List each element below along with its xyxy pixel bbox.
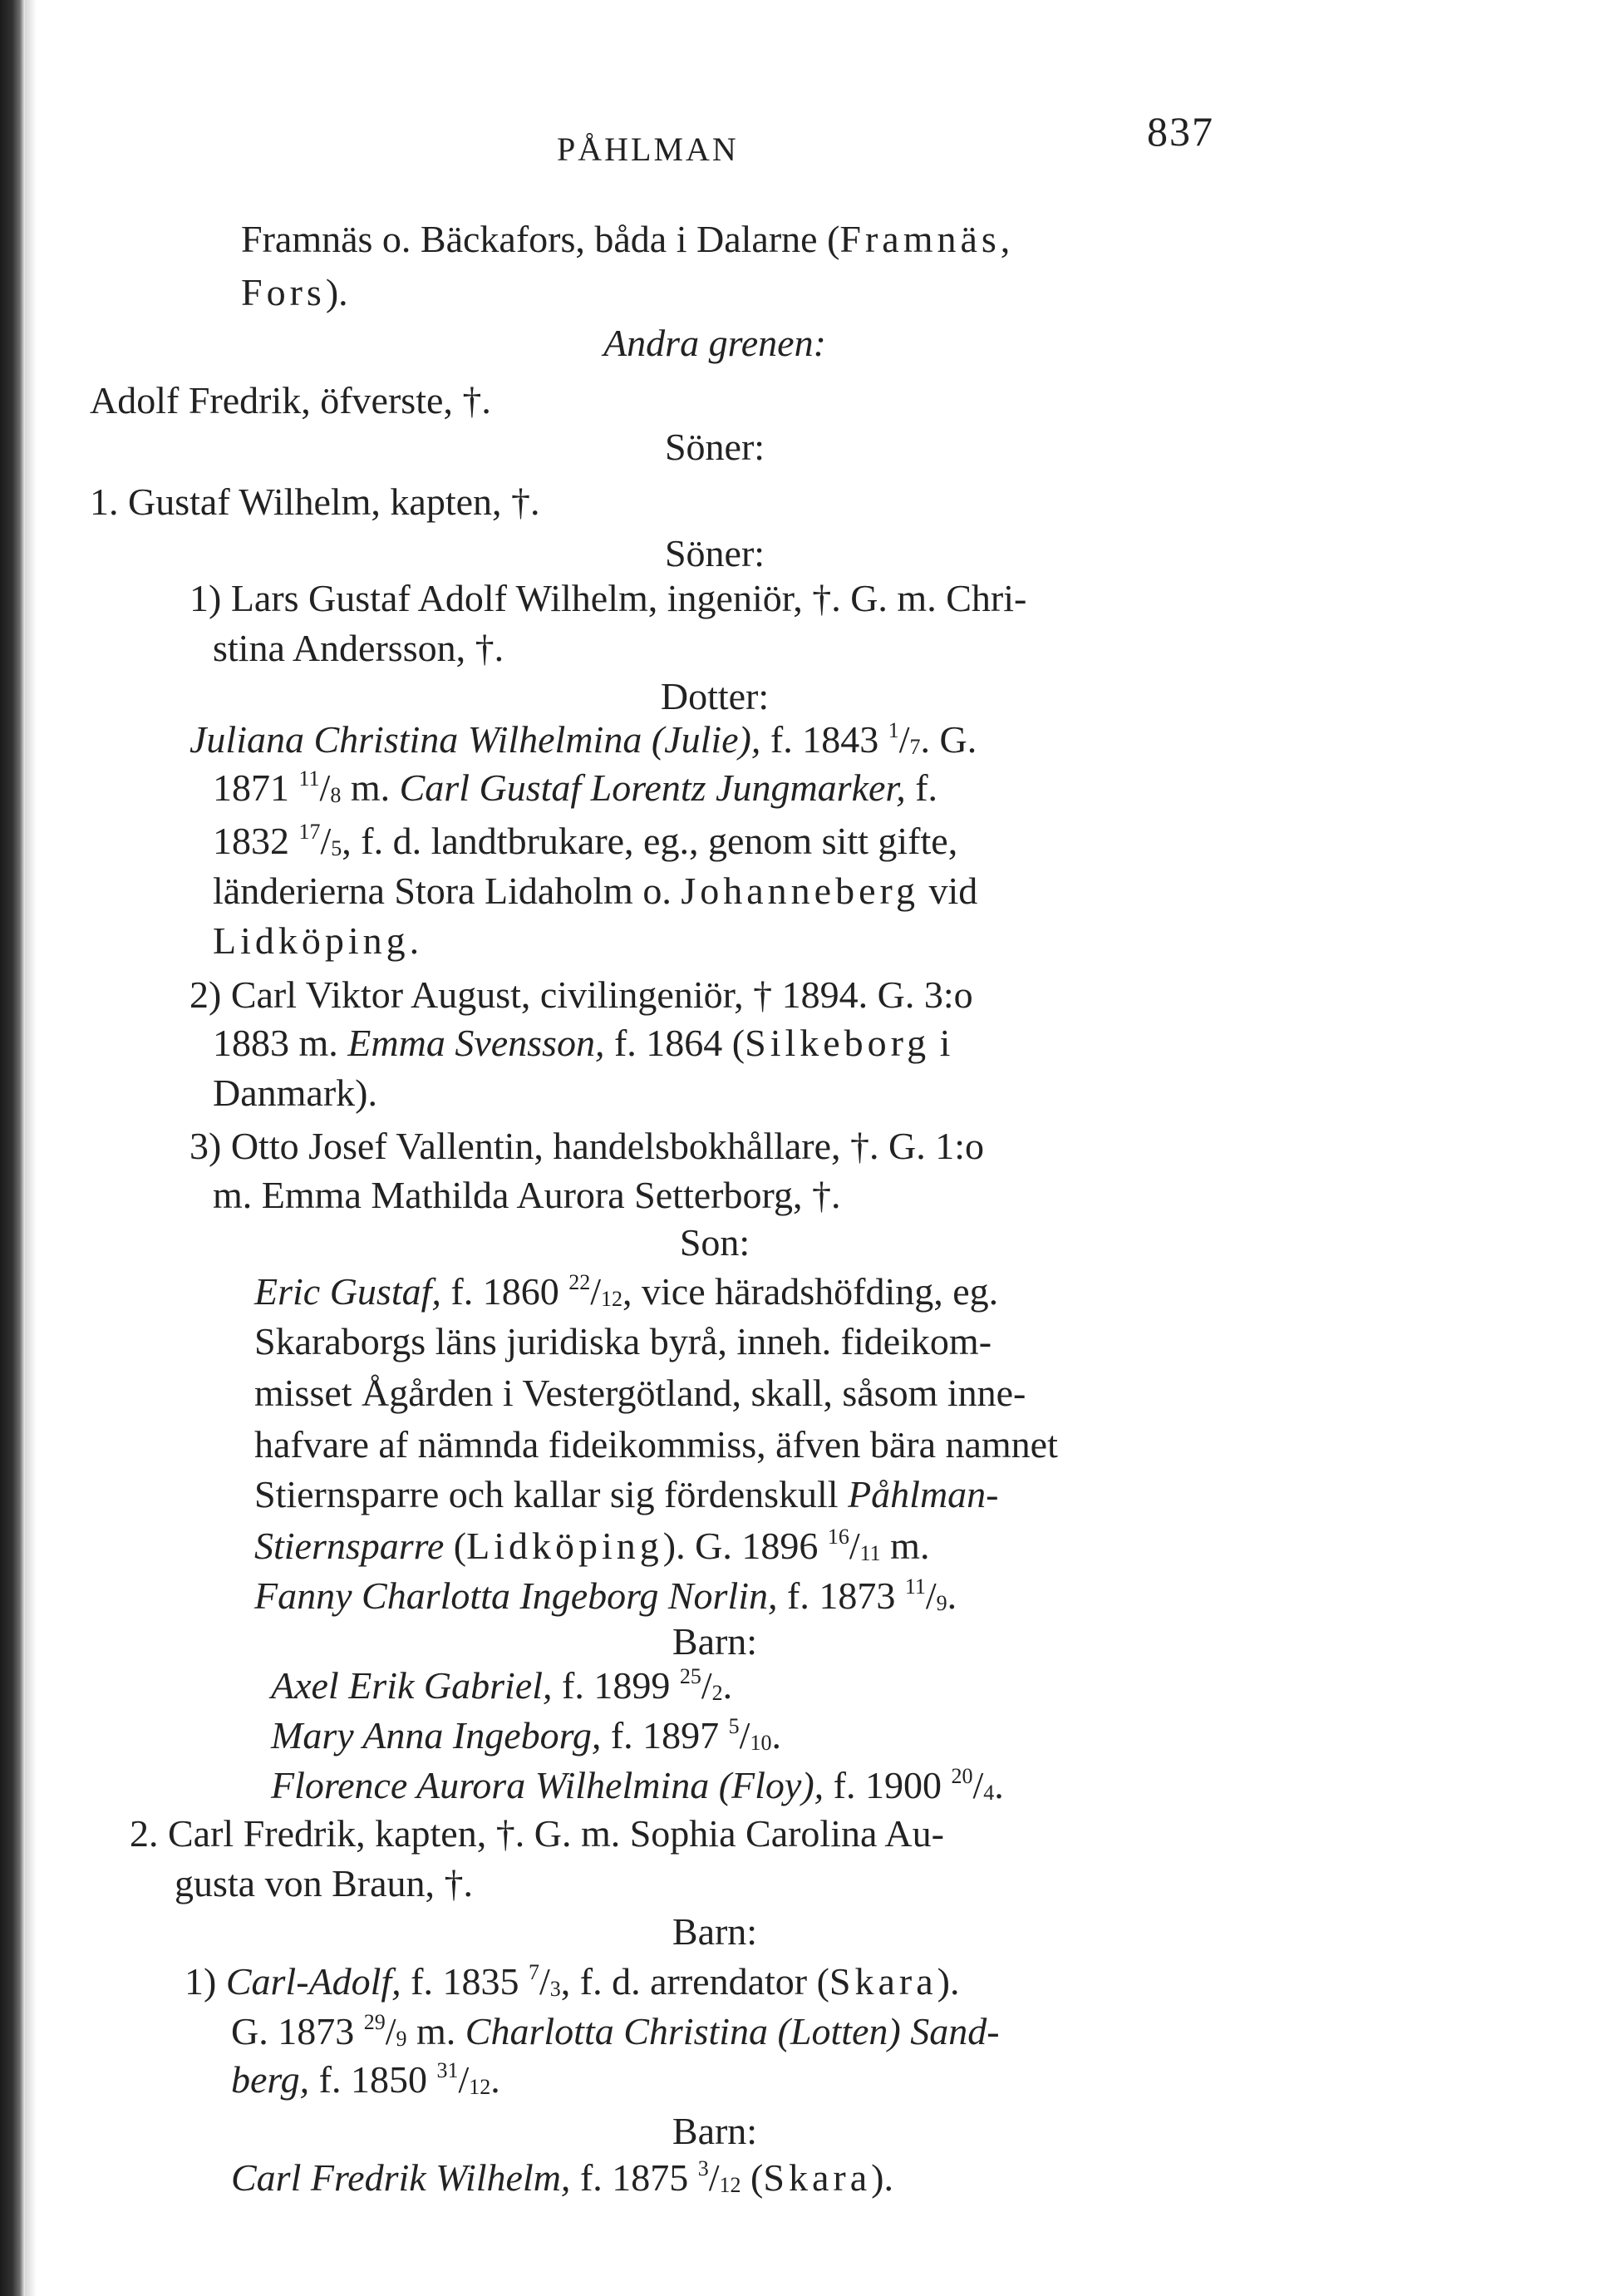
- text-line: [254, 1521, 929, 1571]
- text-run: Lidköping: [466, 1525, 663, 1567]
- text-line: [0, 1617, 1230, 1667]
- text-run: .: [409, 919, 420, 962]
- text-run: 10: [750, 1731, 772, 1755]
- text-run: Eric Gustaf,: [254, 1270, 441, 1313]
- text-run: ).: [325, 271, 348, 313]
- text-run: Carl Gustaf Lorentz Jungmarker,: [399, 766, 906, 809]
- text-run: Carl Fredrik Wilhelm,: [231, 2156, 571, 2199]
- text-run: 5: [728, 1714, 740, 1738]
- text-run: , vice häradshöfding, eg.: [622, 1270, 999, 1313]
- text-run: 9: [936, 1591, 947, 1615]
- text-run: f.: [905, 766, 938, 809]
- text-run: 11: [859, 1541, 881, 1565]
- text-line: [271, 1761, 1004, 1811]
- text-run: Barn:: [672, 2110, 758, 2152]
- text-run: 5: [331, 836, 342, 860]
- text-run: Barn:: [672, 1620, 758, 1663]
- text-run: /: [898, 718, 910, 761]
- text-line: [185, 1957, 959, 2007]
- text-run: /: [701, 1664, 712, 1707]
- text-line: [0, 318, 1230, 368]
- text-run: f. 1897: [601, 1714, 729, 1756]
- text-line: [254, 1420, 1058, 1470]
- text-run: Carl-Adolf,: [225, 1960, 401, 2003]
- text-run: Axel Erik Gabriel,: [271, 1664, 553, 1707]
- text-run: 9: [396, 2027, 407, 2051]
- text-line: [189, 970, 973, 1020]
- text-run: 7: [529, 1960, 539, 1984]
- text-run: f. 1843: [760, 718, 888, 761]
- text-run: 1. Gustaf Wilhelm, kapten, †.: [90, 480, 540, 523]
- text-run: /: [319, 766, 331, 809]
- text-line: [175, 1859, 473, 1909]
- text-run: Stiernsparre och kallar sig fördenskull: [254, 1473, 849, 1515]
- text-run: stina Andersson, †.: [213, 627, 504, 669]
- text-run: Söner:: [664, 426, 765, 468]
- text-run: (: [444, 1525, 467, 1567]
- text-run: 1): [185, 1960, 226, 2003]
- text-run: f. 1860: [440, 1270, 569, 1313]
- text-line: [213, 816, 957, 866]
- text-run: G. 1873: [231, 2010, 364, 2052]
- text-run: ).: [871, 2156, 893, 2199]
- text-run: 11: [904, 1574, 926, 1599]
- text-run: misset Ågården i Vestergötland, skall, såsom inne-: [254, 1372, 1026, 1414]
- text-run: hafvare af nämnda fideikommiss, äfven bära namnet: [254, 1423, 1058, 1466]
- text-run: ).: [937, 1960, 960, 2003]
- text-run: vid: [918, 870, 978, 912]
- text-line: [189, 1121, 984, 1171]
- text-line: [241, 214, 1014, 264]
- text-line: [213, 1170, 840, 1220]
- text-run: f. 1864 (: [604, 1022, 745, 1064]
- text-run: 1871: [213, 766, 299, 809]
- text-run: Stiernsparre: [254, 1525, 445, 1567]
- text-run: Andra grenen:: [603, 322, 826, 364]
- text-run: f. 1835: [401, 1960, 529, 2003]
- text-run: 11: [298, 766, 320, 791]
- text-run: m.: [341, 766, 400, 809]
- text-run: 16: [827, 1525, 849, 1549]
- text-run: 1) Lars Gustaf Adolf Wilhelm, ingeniör, †. G. m. Chri-: [189, 577, 1027, 619]
- text-line: [189, 574, 1026, 623]
- text-run: 3: [697, 2156, 709, 2180]
- text-line: [213, 623, 504, 673]
- text-run: 2: [711, 1681, 723, 1705]
- text-run: 12: [719, 2173, 741, 2197]
- text-run: Juliana Christina Wilhelmina (Julie),: [189, 718, 761, 761]
- text-run: 1883 m.: [213, 1022, 348, 1064]
- text-run: 1832: [213, 820, 299, 862]
- text-run: . G.: [920, 718, 977, 761]
- text-run: /: [539, 1960, 550, 2003]
- text-run: 12: [469, 2075, 491, 2099]
- text-run: berg,: [231, 2058, 310, 2101]
- text-line: [213, 763, 937, 813]
- text-run: /: [708, 2156, 720, 2199]
- text-run: länderierna Stora Lidaholm o.: [213, 870, 682, 912]
- text-run: , f. d. arrendator (: [560, 1960, 829, 2003]
- text-run: m.: [880, 1525, 930, 1567]
- page-number: 837: [1147, 108, 1214, 155]
- text-line: [0, 1218, 1230, 1268]
- text-run: Framnäs o. Bäckafors, båda i Dalarne (: [241, 218, 840, 260]
- text-run: /: [925, 1574, 937, 1617]
- text-line: [0, 529, 1230, 579]
- text-run: /: [385, 2010, 396, 2052]
- text-run: f. 1875: [570, 2156, 698, 2199]
- text-run: 1: [888, 718, 899, 742]
- text-run: 25: [679, 1664, 701, 1688]
- text-run: 20: [951, 1764, 973, 1788]
- text-run: 7: [909, 735, 921, 759]
- text-run: Lidköping: [213, 919, 410, 962]
- text-run: 22: [568, 1270, 591, 1294]
- text-run: (: [741, 2156, 764, 2199]
- text-run: 12: [601, 1287, 622, 1311]
- text-run: 8: [330, 783, 342, 807]
- text-line: [0, 1907, 1230, 1957]
- text-run: i: [930, 1022, 951, 1064]
- text-run: Fors: [241, 271, 326, 313]
- text-run: , f. d. landtbrukare, eg., genom sitt gifte,: [342, 820, 958, 862]
- text-run: 17: [298, 820, 321, 844]
- text-run: /: [972, 1764, 984, 1806]
- text-run: Framnäs,: [839, 218, 1015, 260]
- text-run: Emma Svensson,: [347, 1022, 605, 1064]
- text-line: [231, 2007, 1000, 2057]
- running-header: PÅHLMAN: [557, 131, 739, 168]
- text-line: [241, 268, 348, 318]
- text-run: Fanny Charlotta Ingeborg Norlin,: [254, 1574, 778, 1617]
- text-line: [0, 672, 1230, 722]
- text-run: Florence Aurora Wilhelmina (Floy),: [271, 1764, 824, 1806]
- text-run: Dotter:: [660, 675, 770, 717]
- text-run: gusta von Braun, †.: [175, 1862, 474, 1904]
- text-line: [254, 1571, 957, 1621]
- text-run: Skara: [829, 1960, 937, 2003]
- text-run: Johanneberg: [681, 870, 919, 912]
- text-run: m. Emma Mathilda Aurora Setterborg, †.: [213, 1174, 841, 1216]
- text-run: ). G. 1896: [662, 1525, 828, 1567]
- text-run: Charlotta Christina (Lotten) Sand-: [465, 2010, 1000, 2052]
- text-run: 3) Otto Josef Vallentin, handelsbokhållare, †. G. 1:o: [189, 1125, 985, 1167]
- text-run: /: [590, 1270, 601, 1313]
- text-run: /: [458, 2058, 470, 2101]
- text-line: [213, 1018, 950, 1068]
- text-run: Barn:: [672, 1910, 758, 1953]
- text-line: [90, 477, 540, 527]
- text-run: 2) Carl Viktor August, civilingeniör, † 1894. G. 3:o: [189, 973, 973, 1016]
- text-line: [189, 715, 977, 765]
- text-line: [254, 1317, 992, 1367]
- text-run: 31: [436, 2058, 459, 2082]
- text-run: Skaraborgs läns juridiska byrå, inneh. fideikom-: [254, 1320, 992, 1362]
- text-run: Mary Anna Ingeborg,: [271, 1714, 602, 1756]
- text-run: .: [490, 2058, 500, 2101]
- text-line: [254, 1267, 998, 1317]
- text-run: 29: [363, 2010, 386, 2034]
- text-line: [231, 2055, 500, 2105]
- text-run: /: [739, 1714, 750, 1756]
- text-run: /: [849, 1525, 860, 1567]
- text-run: 2. Carl Fredrik, kapten, †. G. m. Sophia Carolina Au-: [130, 1812, 944, 1855]
- text-run: Skara: [763, 2156, 872, 2199]
- text-run: f. 1873: [777, 1574, 905, 1617]
- text-run: 4: [983, 1781, 995, 1805]
- text-line: [271, 1711, 781, 1761]
- text-run: Söner:: [664, 532, 765, 574]
- text-run: /: [320, 820, 332, 862]
- text-line: [90, 376, 491, 426]
- text-run: f. 1850: [309, 2058, 437, 2101]
- text-line: [213, 916, 419, 966]
- text-run: .: [994, 1764, 1004, 1806]
- text-run: f. 1899: [552, 1664, 680, 1707]
- text-line: [254, 1470, 999, 1520]
- text-run: m.: [406, 2010, 465, 2052]
- text-run: Påhlman-: [848, 1473, 999, 1515]
- text-run: 3: [549, 1977, 561, 2001]
- text-line: [130, 1809, 944, 1859]
- text-run: Silkeborg: [745, 1022, 931, 1064]
- text-run: Son:: [679, 1221, 750, 1264]
- text-line: [213, 866, 977, 916]
- text-line: [231, 2153, 893, 2203]
- text-run: Adolf Fredrik, öfverste, †.: [90, 379, 491, 421]
- text-line: [0, 2106, 1230, 2156]
- text-run: f. 1900: [824, 1764, 952, 1806]
- text-run: Danmark).: [213, 1072, 377, 1114]
- text-line: [213, 1068, 377, 1118]
- text-run: .: [771, 1714, 781, 1756]
- text-run: .: [722, 1664, 733, 1707]
- text-run: .: [947, 1574, 957, 1617]
- text-line: [254, 1368, 1026, 1418]
- text-line: [271, 1661, 732, 1711]
- text-line: [0, 422, 1230, 472]
